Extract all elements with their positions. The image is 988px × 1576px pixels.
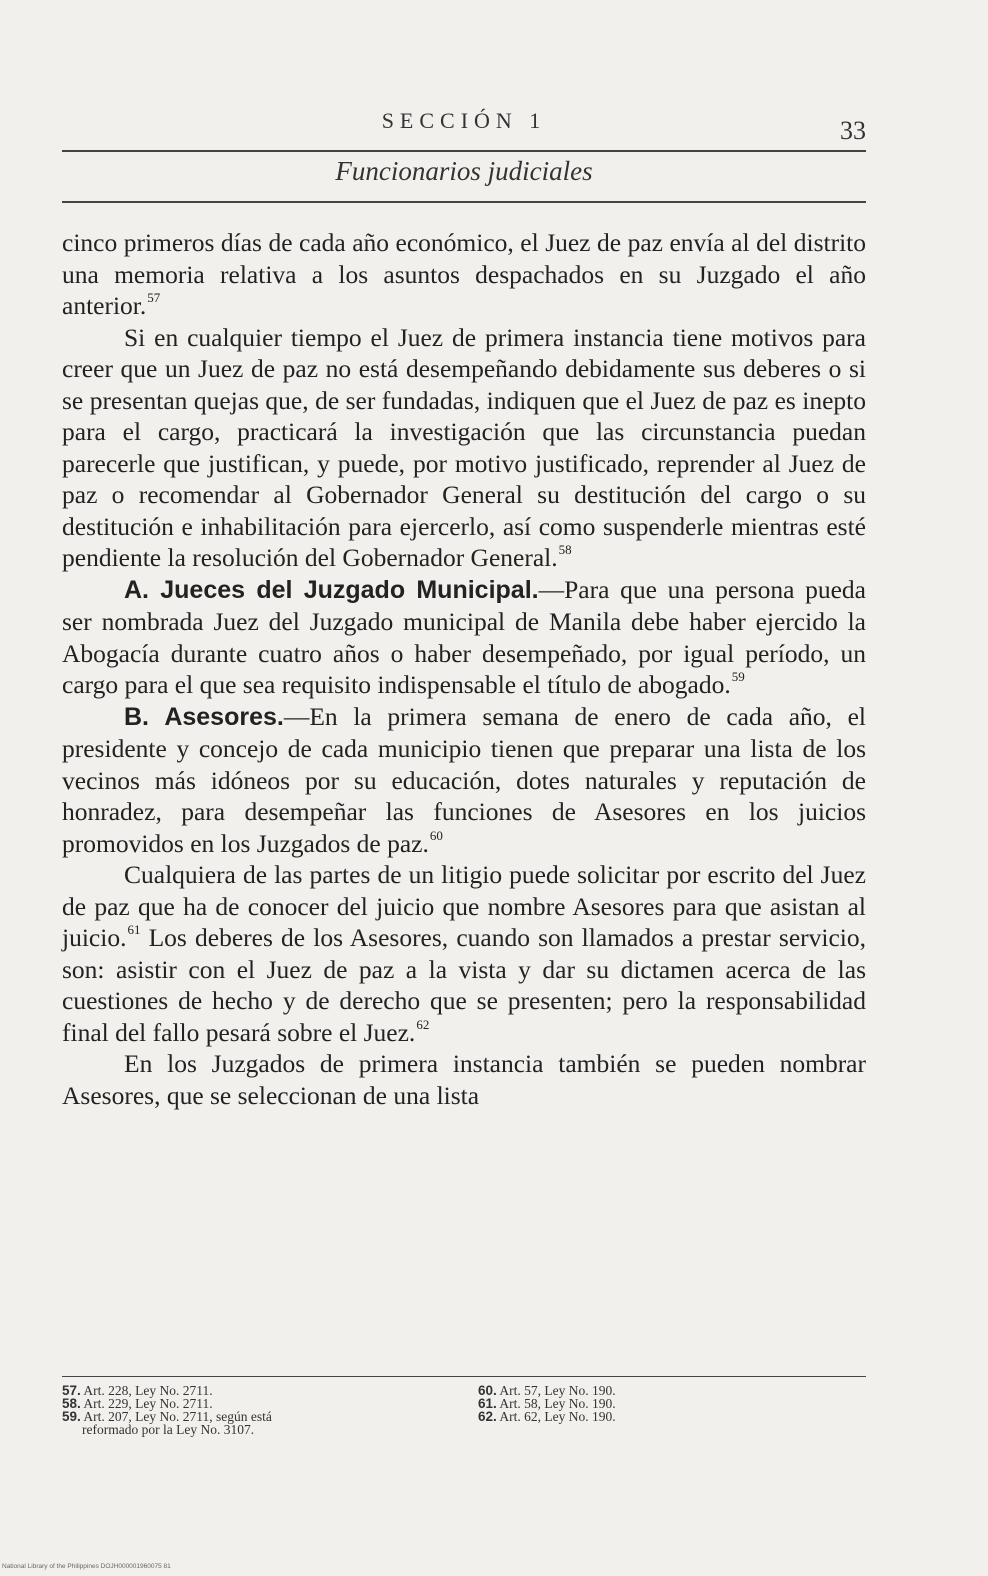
paragraph-6: En los Juzgados de primera instancia también se pueden nombrar Asesores, que se seleccionan de una lista	[62, 1049, 866, 1110]
header-rule-top	[62, 150, 866, 152]
footnote-ref-57: 57	[147, 290, 161, 306]
page	[62, 0, 866, 1576]
footnote-ref-58: 58	[558, 542, 572, 558]
section-heading-b: B. Asesores.	[124, 702, 284, 731]
scan-credit: National Library of the Philippines DOJH000001960075 81	[2, 1563, 171, 1570]
footnotes-right-column	[478, 1384, 866, 1423]
footnote-ref-61: 61	[127, 922, 141, 938]
body-text	[62, 227, 866, 1111]
footnote-ref-62: 62	[416, 1016, 430, 1032]
footnote-60: 60. Art. 57, Ley No. 190.	[478, 1383, 616, 1398]
footnote-59: 59. Art. 207, Ley No. 2711, según está reformado por la Ley No. 3107.	[62, 1409, 272, 1437]
footnotes-left-column	[62, 1384, 462, 1436]
paragraph-1: cinco primeros días de cada año económico, el Juez de paz envía al del distrito una memoria relativa a los asuntos despachados en su Juzgado el año anterior.$^{57}$	[62, 228, 866, 320]
footnote-61: 61. Art. 58, Ley No. 190.	[478, 1396, 616, 1411]
section-title: SECCIÓN 1	[381, 108, 547, 133]
footnote-58: 58. Art. 229, Ley No. 2711.	[62, 1396, 213, 1411]
footnote-rule	[62, 1376, 866, 1377]
paragraph-5: Cualquiera de las partes de un litigio puede solicitar por escrito del Juez de paz que ha de conocer del juicio que nombre Asesores para que asistan al juicio.$^{61}$ Los deberes de los Asesores, cuando son llamados a prestar servicio, son: asistir con el Juez de paz a la vista y dar su dictamen acerca de las cuestiones de hecho y de derecho que se presenten; pero la responsabilidad final del fallo pesará sobre el Juez.$^{62}$	[62, 860, 866, 1047]
paragraph-jueces-municipal: A. Jueces del Juzgado Municipal.—Para que una persona pueda ser nombrada Juez del Juzgado municipal de Manila debe haber ejercido la Abogacía durante cuatro años o haber desempeñado, por igual período, un cargo para el que sea requisito indispensable el título de abogado.$^{59}$	[62, 574, 866, 699]
paragraph-asesores: B. Asesores.—En la primera semana de enero de cada año, el presidente y concejo de cada municipio tienen que preparar una lista de los vecinos más idóneos por su educación, dotes naturales y reputación de honradez, para desempeñar las funciones de Asesores en los juicios promovidos en los Juzgados de paz.$^{60}$	[62, 701, 866, 858]
header-rule-bottom	[62, 201, 866, 203]
running-subtitle: Funcionarios judiciales	[335, 156, 593, 186]
footnote-57: 57. Art. 228, Ley No. 2711.	[62, 1383, 213, 1398]
footnote-ref-59: 59	[731, 669, 745, 685]
section-heading-a: A. Jueces del Juzgado Municipal.	[124, 575, 539, 604]
paragraph-2: Si en cualquier tiempo el Juez de primera instancia tiene motivos para creer que un Juez de paz no está desempeñando debidamente sus deberes o si se presentan quejas que, de ser fundadas, indiquen que el Juez de paz es inepto para el cargo, practicará la investigación que las circunstancia puedan parecerle que justifican, y puede, por motivo justificado, reprender al Juez de paz o recomendar al Gobernador General su destitución del cargo o su destitución e inhabilitación para ejercerlo, así como suspenderle mientras esté pendiente la resolución del Gobernador General.$^{58}$	[62, 322, 866, 572]
page-header	[62, 108, 866, 148]
footnote-ref-60: 60	[429, 827, 443, 843]
footnote-62: 62. Art. 62, Ley No. 190.	[478, 1409, 616, 1424]
page-number: 33	[840, 116, 866, 145]
